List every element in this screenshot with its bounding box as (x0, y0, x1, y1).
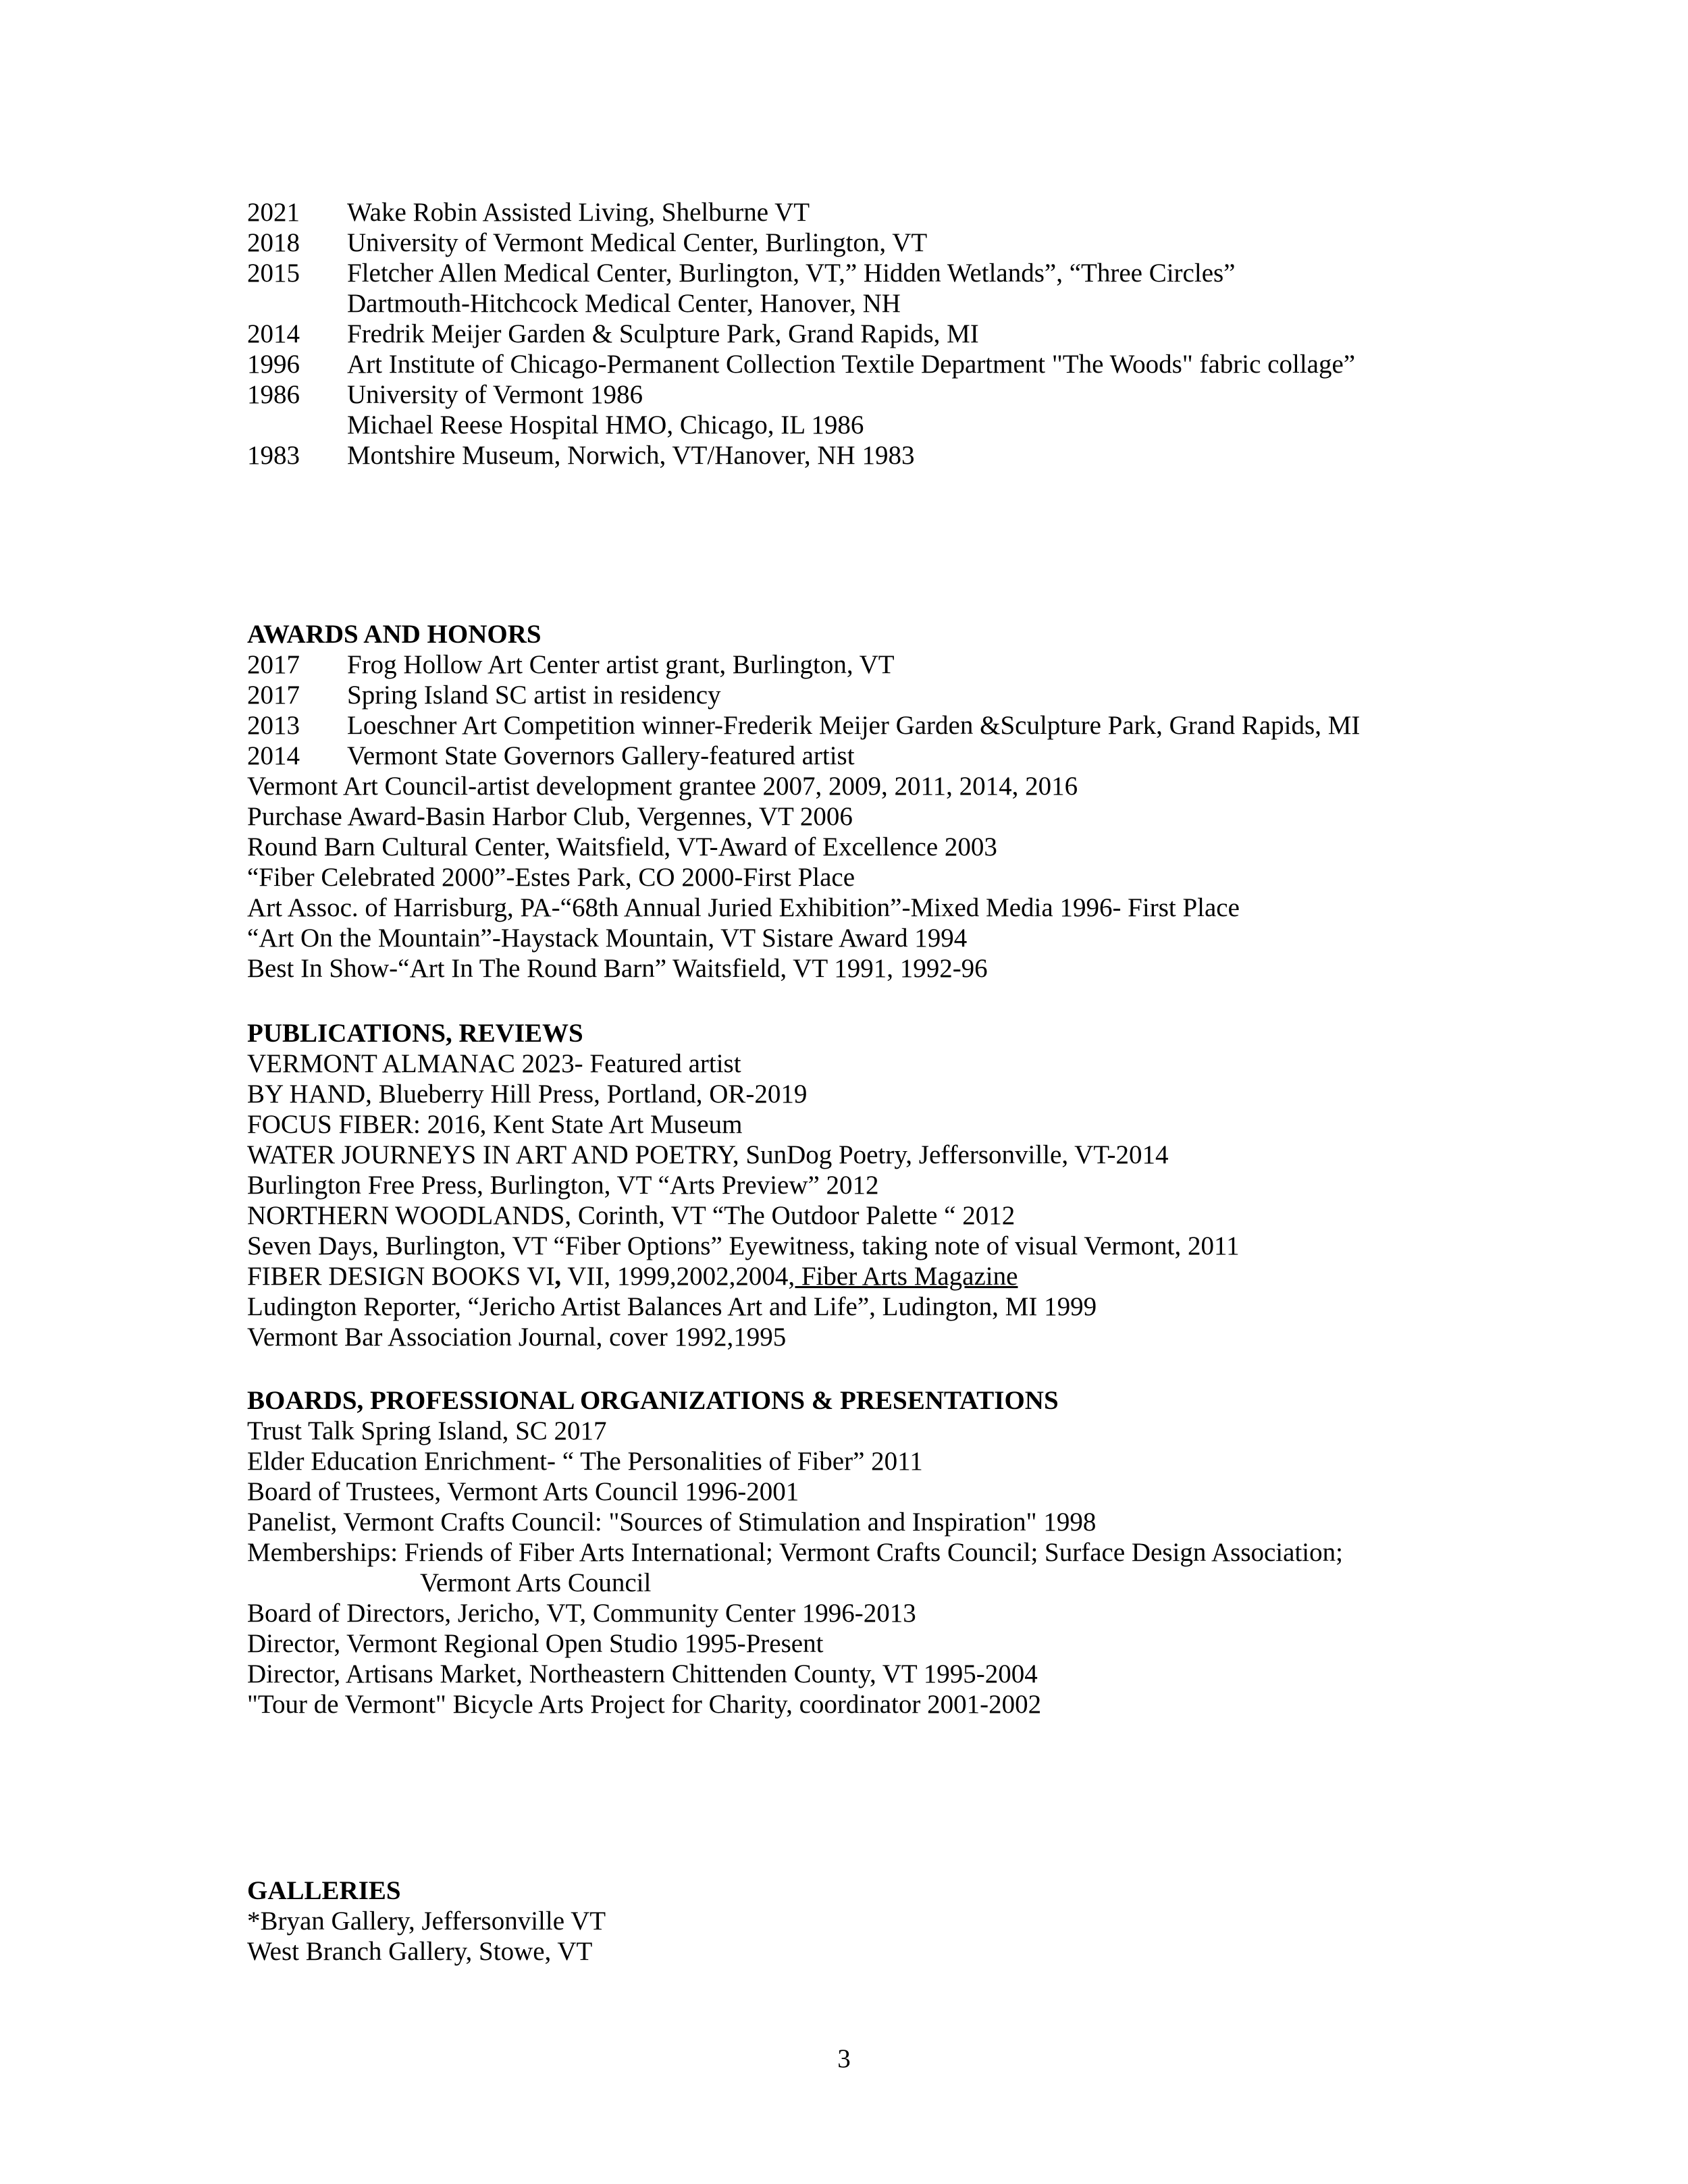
board-item: Panelist, Vermont Crafts Council: "Sources of Stimulation and Inspiration" 1998 (247, 1508, 1097, 1537)
boards-heading: BOARDS, PROFESSIONAL ORGANIZATIONS & PRESENTATIONS (247, 1386, 1059, 1415)
board-item: "Tour de Vermont" Bicycle Arts Project for Charity, coordinator 2001-2002 (247, 1690, 1042, 1719)
award-entry: Spring Island SC artist in residency (347, 681, 721, 710)
publication-item: FOCUS FIBER: 2016, Kent State Art Museum (247, 1110, 743, 1139)
gallery-item: West Branch Gallery, Stowe, VT (247, 1937, 593, 1966)
collection-entry: Michael Reese Hospital HMO, Chicago, IL 1986 (347, 410, 864, 440)
collection-year: 1983 (247, 441, 300, 470)
board-item: Trust Talk Spring Island, SC 2017 (247, 1416, 607, 1445)
board-item: Elder Education Enrichment- “ The Personalities of Fiber” 2011 (247, 1447, 923, 1476)
board-item: Director, Vermont Regional Open Studio 1995-Present (247, 1629, 824, 1658)
page-number: 3 (837, 2044, 851, 2073)
fiber-design-comma: , (554, 1262, 562, 1291)
award-year: 2013 (247, 711, 300, 740)
fiber-arts-magazine-link: , Fiber Arts Magazine (788, 1262, 1018, 1291)
collection-year: 2014 (247, 319, 300, 348)
award-entry: Vermont State Governors Gallery-featured artist (347, 741, 855, 770)
collection-year: 2015 (247, 259, 300, 288)
collection-entry: University of Vermont Medical Center, Burlington, VT (347, 228, 928, 257)
publication-item: Seven Days, Burlington, VT “Fiber Options” Eyewitness, taking note of visual Vermont, 2011 (247, 1231, 1240, 1260)
board-item: Board of Trustees, Vermont Arts Council 1996-2001 (247, 1477, 799, 1506)
gallery-item: *Bryan Gallery, Jeffersonville VT (247, 1907, 606, 1936)
publication-item: Burlington Free Press, Burlington, VT “Arts Preview” 2012 (247, 1171, 879, 1200)
collection-entry: Fredrik Meijer Garden & Sculpture Park, Grand Rapids, MI (347, 319, 979, 348)
collection-year: 2021 (247, 198, 300, 227)
awards-heading: AWARDS AND HONORS (247, 620, 542, 649)
fiber-design-prefix: FIBER DESIGN BOOKS VI (247, 1262, 555, 1291)
award-item: Purchase Award-Basin Harbor Club, Vergennes, VT 2006 (247, 802, 853, 831)
collection-entry: Art Institute of Chicago-Permanent Collection Textile Department "The Woods" fabric collage” (347, 350, 1356, 379)
award-year: 2014 (247, 741, 300, 770)
award-item: Best In Show-“Art In The Round Barn” Waitsfield, VT 1991, 1992-96 (247, 954, 988, 983)
award-year: 2017 (247, 650, 300, 679)
board-item: Board of Directors, Jericho, VT, Community Center 1996-2013 (247, 1599, 916, 1628)
collection-year: 1996 (247, 350, 300, 379)
collection-year: 1986 (247, 380, 300, 409)
publications-heading: PUBLICATIONS, REVIEWS (247, 1019, 583, 1048)
award-item: “Fiber Celebrated 2000”-Estes Park, CO 2000-First Place (247, 863, 855, 892)
publication-item: WATER JOURNEYS IN ART AND POETRY, SunDog Poetry, Jeffersonville, VT-2014 (247, 1140, 1169, 1169)
fiber-design-mid: VII, 1999,2002,2004 (561, 1262, 789, 1291)
publication-item: NORTHERN WOODLANDS, Corinth, VT “The Outdoor Palette “ 2012 (247, 1201, 1016, 1230)
publication-item-fiber-design (247, 1261, 1018, 1291)
collection-entry: Wake Robin Assisted Living, Shelburne VT (347, 198, 810, 227)
award-entry: Frog Hollow Art Center artist grant, Burlington, VT (347, 650, 895, 679)
board-item: Director, Artisans Market, Northeastern Chittenden County, VT 1995-2004 (247, 1659, 1038, 1688)
collection-entry: Dartmouth-Hitchcock Medical Center, Hanover, NH (347, 289, 901, 318)
collection-year: 2018 (247, 228, 300, 257)
award-item: Art Assoc. of Harrisburg, PA-“68th Annual Juried Exhibition”-Mixed Media 1996- First Place (247, 893, 1240, 922)
award-entry: Loeschner Art Competition winner-Frederik Meijer Garden &Sculpture Park, Grand Rapids, MI (347, 711, 1361, 740)
collection-entry: Montshire Museum, Norwich, VT/Hanover, NH 1983 (347, 441, 915, 470)
award-year: 2017 (247, 681, 300, 710)
publication-item: VERMONT ALMANAC 2023- Featured artist (247, 1049, 741, 1078)
award-item: Vermont Art Council-artist development grantee 2007, 2009, 2011, 2014, 2016 (247, 772, 1078, 801)
memberships-continued: Vermont Arts Council (420, 1568, 652, 1597)
award-item: Round Barn Cultural Center, Waitsfield, VT-Award of Excellence 2003 (247, 832, 997, 861)
publication-item: BY HAND, Blueberry Hill Press, Portland, OR-2019 (247, 1080, 808, 1109)
award-item: “Art On the Mountain”-Haystack Mountain, VT Sistare Award 1994 (247, 924, 968, 953)
publication-item: Vermont Bar Association Journal, cover 1992,1995 (247, 1323, 787, 1352)
galleries-heading: GALLERIES (247, 1876, 401, 1905)
collection-entry: Fletcher Allen Medical Center, Burlington, VT,” Hidden Wetlands”, “Three Circles” (347, 259, 1236, 288)
board-item-memberships: Memberships: Friends of Fiber Arts International; Vermont Crafts Council; Surface Design Association; (247, 1538, 1343, 1567)
collection-entry: University of Vermont 1986 (347, 380, 643, 409)
publication-item: Ludington Reporter, “Jericho Artist Balances Art and Life”, Ludington, MI 1999 (247, 1292, 1097, 1321)
